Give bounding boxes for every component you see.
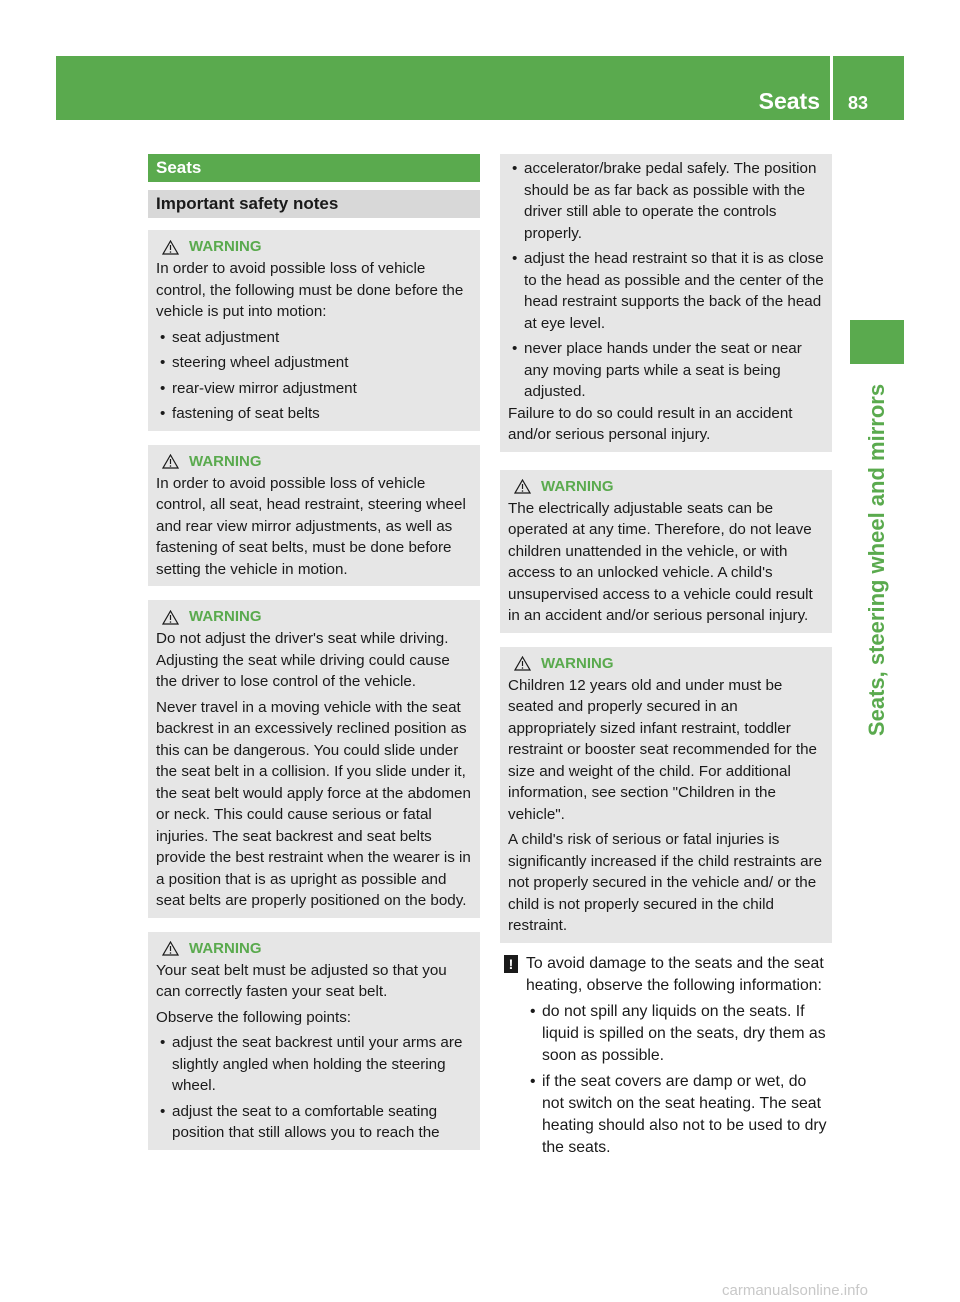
- list-item: • adjust the head restraint so that it is as close to the head as possible and the center of the head restraint supports the back of the head at eye level.: [508, 248, 824, 334]
- list-item: • adjust the seat backrest until your arms are slightly angled when holding the steering wheel.: [156, 1032, 472, 1097]
- warning-box-continued: [500, 154, 832, 452]
- warning-triangle-icon: [514, 656, 531, 671]
- subsection-title: Important safety notes: [148, 190, 480, 218]
- side-tab-marker: [850, 320, 904, 364]
- warning-label: WARNING: [189, 238, 262, 256]
- warning-heading: [156, 451, 472, 473]
- warning-label: WARNING: [189, 939, 262, 957]
- warning-text: A child's risk of serious or fatal injuries is significantly increased if the child restraints are not properly secured in the vehicle and/ or the child is not properly secured in the child restraint.: [508, 831, 823, 934]
- bullet-list: [526, 1001, 832, 1159]
- warning-box: [500, 647, 832, 943]
- side-tab-label: Seats, steering wheel and mirrors: [864, 383, 889, 737]
- warning-triangle-icon: [162, 941, 179, 956]
- left-column: [148, 154, 480, 1150]
- warning-text: In order to avoid possible loss of vehicle control, all seat, head restraint, steering wheel and rear view mirror adjustments, as well as fastening of seat belts, must be done before setting the vehicle in motion.: [156, 474, 466, 578]
- side-tab: [850, 370, 904, 750]
- watermark: carmanualsonline.info: [722, 1282, 868, 1299]
- list-item: • adjust the seat to a comfortable seating position that still allows you to reach the: [156, 1101, 472, 1144]
- warning-heading: [508, 476, 824, 498]
- header-title: Seats: [758, 88, 820, 114]
- warning-box: [148, 600, 480, 918]
- warning-text: Children 12 years old and under must be seated and properly secured in an appropriately sized infant restraint, toddler restraint or booster seat recommended for the size and weight of the child. For additional information, see section "Children in the vehicle".: [508, 676, 817, 823]
- warning-box: [148, 445, 480, 587]
- bullet-list: [508, 248, 824, 403]
- list-item: • if the seat covers are damp or wet, do not switch on the seat heating. The seat heating should also not to be used to dry the seats.: [526, 1071, 832, 1159]
- header-divider: [830, 56, 833, 120]
- warning-text: Never travel in a moving vehicle with the seat backrest in an excessively reclined position as this can be dangerous. You could slide under the seat belt in a collision. If you slide under it, the seat belt would apply force at the abdomen or neck. This could cause serious or fatal injuries. The seat backrest and seat belts provide the best restraint when the wearer is in a position that is as upright as possible and seat belts are properly positioned on the body.: [156, 698, 471, 909]
- list-item-continued: • accelerator/brake pedal safely. The position should be as far back as possible with the driver still able to operate the controls properly.: [508, 158, 824, 244]
- warning-box: [148, 932, 480, 1150]
- exclamation-icon: !: [504, 955, 518, 973]
- list-item: • fastening of seat belts: [156, 403, 472, 425]
- bullet-list: [156, 1032, 472, 1144]
- list-item: • rear-view mirror adjustment: [156, 378, 472, 400]
- bullet-list: [156, 327, 472, 425]
- warning-triangle-icon: [514, 479, 531, 494]
- warning-heading: [508, 653, 824, 675]
- warning-box: [500, 470, 832, 633]
- warning-text: Your seat belt must be adjusted so that you can correctly fasten your seat belt.: [156, 961, 447, 1000]
- warning-box: [148, 230, 480, 431]
- warning-text: Failure to do so could result in an accident and/or serious personal injury.: [508, 404, 793, 443]
- warning-heading: [156, 236, 472, 258]
- list-item: • do not spill any liquids on the seats. If liquid is spilled on the seats, dry them as soon as possible.: [526, 1001, 832, 1067]
- warning-label: WARNING: [189, 452, 262, 470]
- warning-triangle-icon: [162, 610, 179, 625]
- bullet-list: [508, 158, 824, 244]
- note-text: To avoid damage to the seats and the seat heating, observe the following information:: [526, 954, 824, 994]
- warning-text: Do not adjust the driver's seat while driving. Adjusting the seat while driving could cause the driver to lose control of the vehicle.: [156, 630, 450, 690]
- page-number: 83: [848, 93, 869, 113]
- warning-text: Observe the following points:: [156, 1008, 352, 1026]
- warning-triangle-icon: [162, 240, 179, 255]
- warning-triangle-icon: [162, 454, 179, 469]
- section-title: Seats: [148, 154, 480, 182]
- warning-text: In order to avoid possible loss of vehicle control, the following must be done before the vehicle is put into motion:: [156, 260, 464, 320]
- list-item: • seat adjustment: [156, 327, 472, 349]
- list-item: • never place hands under the seat or near any moving parts while a seat is being adjusted.: [508, 338, 824, 403]
- list-item: • steering wheel adjustment: [156, 352, 472, 374]
- warning-text: The electrically adjustable seats can be operated at any time. Therefore, do not leave children unattended in the vehicle, or with access to an unlocked vehicle. A child's unsupervised access to a vehicle could result in an accident and/or serious personal injury.: [508, 499, 813, 624]
- caution-note: [500, 953, 832, 1159]
- warning-label: WARNING: [541, 477, 614, 495]
- warning-heading: [156, 606, 472, 628]
- warning-heading: [156, 938, 472, 960]
- right-column: [500, 154, 832, 1159]
- warning-label: WARNING: [541, 654, 614, 672]
- warning-label: WARNING: [189, 608, 262, 626]
